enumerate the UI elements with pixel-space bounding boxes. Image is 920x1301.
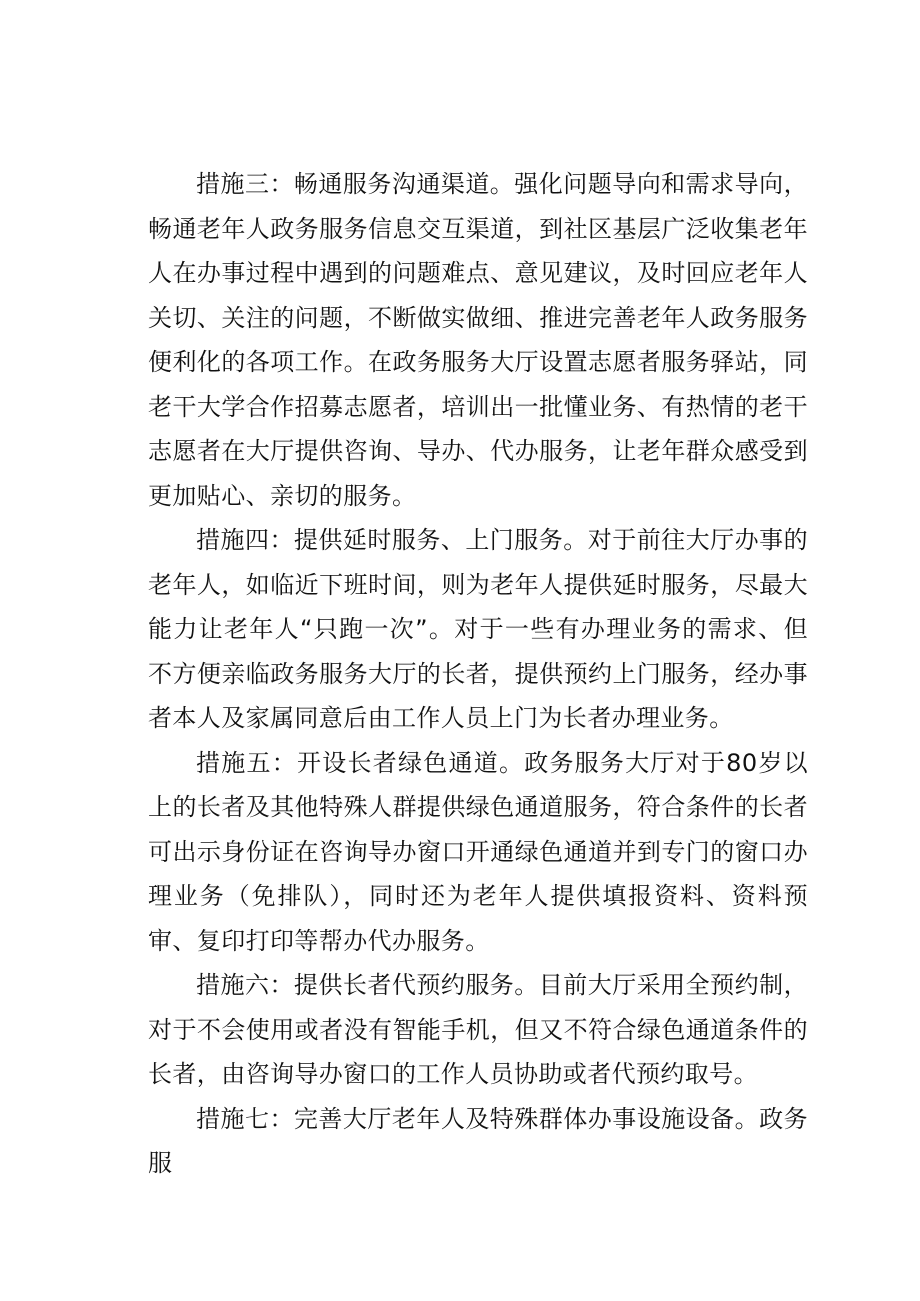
paragraph-measure-3: 措施三：畅通服务沟通渠道。强化问题导向和需求导向，畅通老年人政务服务信息交互渠道，到社区基层广泛收集老年人在办事过程中遇到的问题难点、意见建议，及时回应老年人关切、关注的问题，不断做实做细、推进完善老年人政务服务便利化的各项工作。在政务服务大厅设置志愿者服务驿站，同老干大学合作招募志愿者，培训出一批懂业务、有热情的老干志愿者在大厅提供咨询、导办、代办服务，让老年群众感受到更加贴心、亲切的服务。 <box>148 170 808 510</box>
paragraph-measure-4: 措施四：提供延时服务、上门服务。对于前往大厅办事的老年人，如临近下班时间，则为老年人提供延时服务，尽最大能力让老年人“只跑一次”。对于一些有办理业务的需求、但不方便亲临政务服务大厅的长者，提供预约上门服务，经办事者本人及家属同意后由工作人员上门为长者办理业务。 <box>148 526 808 732</box>
paragraph-measure-5: 措施五：开设长者绿色通道。政务服务大厅对于80岁以上的长者及其他特殊人群提供绿色通道服务，符合条件的长者可出示身份证在咨询导办窗口开通绿色通道并到专门的窗口办理业务（免排队），同时还为老年人提供填报资料、资料预审、复印打印等帮办代办服务。 <box>148 748 808 955</box>
paragraph-measure-6: 措施六：提供长者代预约服务。目前大厅采用全预约制，对于不会使用或者没有智能手机，但又不符合绿色通道条件的长者，由咨询导办窗口的工作人员协助或者代预约取号。 <box>148 971 808 1088</box>
document-body <box>148 162 808 1186</box>
paragraph-measure-7: 措施七：完善大厅老年人及特殊群体办事设施设备。政务服 <box>148 1104 808 1177</box>
